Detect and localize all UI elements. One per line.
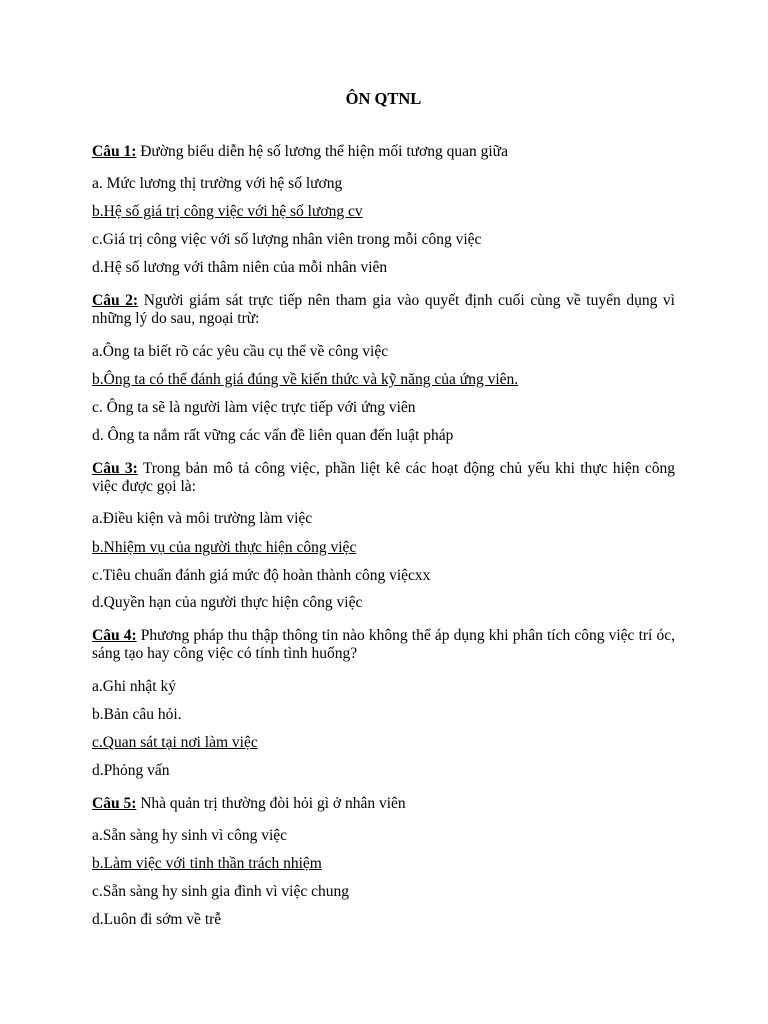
question-4-option-c: c.Quan sát tại nơi làm việc [92,734,258,751]
question-5-label: Câu 5: [92,795,137,812]
question-5-option-a: a.Sẵn sàng hy sinh vì công việc [92,827,288,844]
question-4 [92,627,675,663]
question-3-label: Câu 3: [92,460,138,477]
question-2-option-b: b.Ông ta có thể đánh giá đúng về kiến thức và kỹ năng của ứng viên. [92,371,519,388]
question-1-text: Đường biểu diễn hệ số lương thể hiện mối tương quan giữa [140,143,508,160]
question-5-option-d: d.Luôn đi sớm về trễ [92,911,222,928]
question-4-option-d: d.Phỏng vấn [92,762,170,779]
question-3-option-c: c.Tiêu chuẩn đánh giá mức độ hoàn thành công việcxx [92,567,431,584]
question-1-option-d: d.Hệ số lương với thâm niên của mỗi nhân viên [92,259,388,276]
question-5-option-b: b.Làm việc với tinh thần trách nhiệm [92,855,322,872]
question-1 [92,143,675,161]
question-3-option-a: a.Điều kiện và môi trường làm việc [92,510,313,527]
question-1-label: Câu 1: [92,143,137,160]
question-1-option-b: b.Hệ số giá trị công việc với hệ số lương cv [92,203,363,220]
question-2-option-a: a.Ông ta biết rõ các yêu cầu cụ thể về công việc [92,343,389,360]
question-4-option-b: b.Bản câu hỏi. [92,706,182,723]
question-5-option-c: c.Sẵn sàng hy sinh gia đình vì việc chung [92,883,349,900]
question-3-text: Trong bản mô tả công việc, phần liệt kê các hoạt động chủ yếu khi thực hiện công việc được gọi là: [92,460,675,495]
question-4-label: Câu 4: [92,627,137,644]
question-3 [92,460,675,496]
question-2-option-c: c. Ông ta sẽ là người làm việc trực tiếp với ứng viên [92,399,416,416]
question-5-text: Nhà quản trị thường đòi hỏi gì ở nhân viên [140,795,406,812]
document-title: ÔN QTNL [345,89,422,108]
question-5 [92,795,675,813]
question-2-label: Câu 2: [92,292,139,309]
question-2-text: Người giám sát trực tiếp nên tham gia vào quyết định cuối cùng về tuyển dụng vì những lý do sau, ngoại trừ: [92,292,675,327]
question-4-option-a: a.Ghi nhật ký [92,678,176,695]
question-3-option-d: d.Quyền hạn của người thực hiện công việc [92,594,363,611]
question-2 [92,292,675,328]
question-2-option-d: d. Ông ta nắm rất vững các vấn đề liên quan đến luật pháp [92,427,454,444]
question-3-option-b: b.Nhiệm vụ của người thực hiện công việc [92,539,357,556]
question-4-text: Phương pháp thu thập thông tin nào không thể áp dụng khi phân tích công việc trí óc, sáng tạo hay công việc có tính tình huống? [92,627,675,662]
question-1-option-a: a. Mức lương thị trường với hệ số lương [92,175,343,192]
question-1-option-c: c.Giá trị công việc với số lượng nhân viên trong mỗi công việc [92,231,482,248]
